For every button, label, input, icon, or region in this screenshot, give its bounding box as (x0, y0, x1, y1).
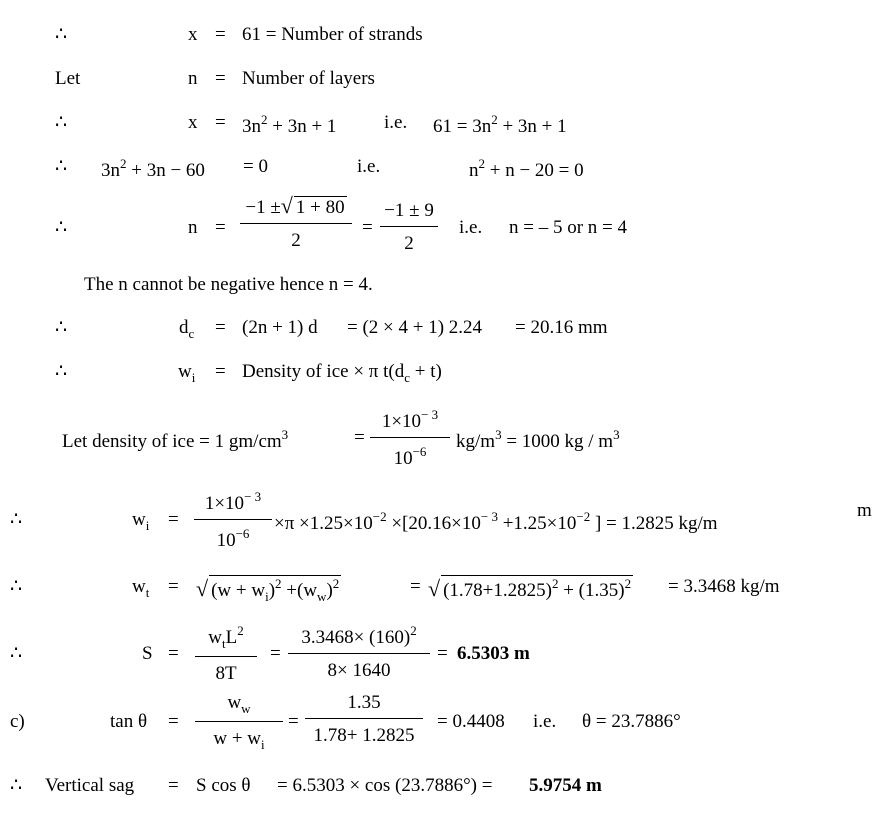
var-n: n (188, 68, 198, 89)
therefore-symbol: ∴ (55, 361, 68, 382)
ice-density-statement: Let density of ice = 1 $gm/cm^3$ (62, 427, 289, 452)
diameter-substitution: = (2 × 4 + 1) 2.24 (347, 317, 483, 338)
strand-equation: $61 = 3n^2 + 3n + 1$ (433, 112, 567, 137)
total-weight-substitution: √ $(1.78+1.2825)^2 + (1.35)^2$ (428, 576, 632, 601)
ie-label: i.e. (384, 112, 408, 133)
equals: = (362, 217, 373, 238)
equals: = (270, 643, 281, 664)
equals: = (215, 361, 226, 382)
therefore-symbol: ∴ (10, 509, 23, 530)
reduced-quadratic: $n^2 + n - 20 = 0$ (469, 156, 584, 181)
equals: = (168, 775, 179, 796)
var-wi: $w_i$ (178, 361, 196, 385)
total-weight-formula: √ $(w + w_i)^2 +(w_w)^2$ (196, 576, 340, 604)
equals: = (168, 643, 179, 664)
equals: = (215, 317, 226, 338)
equals: = (215, 112, 226, 133)
density-conversion-fraction: $1\times 10^{- 3}$ $10^{-6}$ (370, 408, 450, 468)
therefore-symbol: ∴ (55, 217, 68, 238)
var-x: x (188, 24, 198, 45)
equals: = (354, 427, 365, 448)
therefore-symbol: ∴ (10, 576, 23, 597)
therefore-symbol: ∴ (10, 643, 23, 664)
equals: = (168, 711, 179, 732)
layers-definition: Number of layers (242, 68, 375, 89)
quadratic-lhs: $3n^2 + 3n - 60$ (101, 156, 205, 181)
ice-weight-fraction: $1\times 10^{- 3}$ $10^{-6}$ (194, 490, 272, 550)
strand-formula: $3n^2 + 3n + 1$ (242, 112, 337, 137)
equals: = (168, 576, 179, 597)
therefore-symbol: ∴ (55, 317, 68, 338)
root-simplified-fraction: −1 ± 9 2 (380, 201, 438, 253)
ie-label: i.e. (459, 217, 483, 238)
vertical-sag-formula: S cos θ (196, 775, 251, 796)
var-wt: $w_t$ (132, 576, 150, 600)
var-x: x (188, 112, 198, 133)
tan-substitution-fraction: 1.35 1.78+ 1.2825 (305, 693, 423, 745)
diameter-result: = 20.16 mm (515, 317, 608, 338)
quadratic-rhs: = 0 (243, 156, 268, 177)
tan-formula-fraction: $w_w$ $w + w_i$ (195, 693, 283, 751)
therefore-symbol: ∴ (55, 156, 68, 177)
var-s: S (142, 643, 153, 664)
equals: = (215, 24, 226, 45)
ie-label: i.e. (533, 711, 557, 732)
equals: = (168, 509, 179, 530)
equals: = (288, 711, 299, 732)
var-dc: $d_c$ (179, 317, 195, 341)
stray-unit: m (857, 500, 872, 521)
equals: = (437, 643, 448, 664)
therefore-symbol: ∴ (55, 24, 68, 45)
therefore-symbol: ∴ (10, 775, 23, 796)
let-keyword: Let (55, 68, 81, 89)
sag-result: 6.5303 m (457, 643, 530, 664)
theta-result: θ = 23.7886° (582, 711, 681, 732)
var-n: n (188, 217, 198, 238)
tan-result: = 0.4408 (437, 711, 505, 732)
sag-substitution-fraction: $3.3468\times (160)^2$ 8× 1640 (288, 624, 430, 680)
vertical-sag-label: Vertical sag (45, 775, 135, 796)
ice-weight-calculation: $\times\pi \times 1.25\times 10^{-2} \times[20.16\times 10^{- 3} +1.25\times 10^{-2}$ ] = 1.2825 kg/m (274, 509, 718, 534)
equals: = (215, 68, 226, 89)
vertical-sag-result: 5.9754 m (529, 775, 602, 796)
ie-label: i.e. (357, 156, 381, 177)
part-label: c) (10, 711, 25, 732)
vertical-sag-substitution: = 6.5303 × cos (23.7886°) = (277, 775, 493, 796)
diameter-formula: (2n + 1) d (242, 317, 318, 338)
ice-weight-formula: Density of ice × π $t(d_c + t)$ (242, 361, 442, 385)
var-wi: $w_i$ (132, 509, 150, 533)
strands-value: 61 = Number of strands (242, 24, 423, 45)
therefore-symbol: ∴ (55, 112, 68, 133)
quadratic-root-fraction: −1 ±√ 1 + 80 2 (240, 195, 352, 250)
equals: = (410, 576, 421, 597)
tan-theta: tan θ (110, 711, 148, 732)
roots-result: n = – 5 or n = 4 (509, 217, 628, 238)
equals: = (215, 217, 226, 238)
sag-formula-fraction: $w_tL^2$ 8T (195, 624, 257, 683)
negative-root-note: The n cannot be negative hence n = 4. (84, 274, 373, 295)
density-result: $kg/m^3 = 1000$ kg / $m^3$ (456, 427, 620, 452)
total-weight-result: = 3.3468 kg/m (668, 576, 780, 597)
